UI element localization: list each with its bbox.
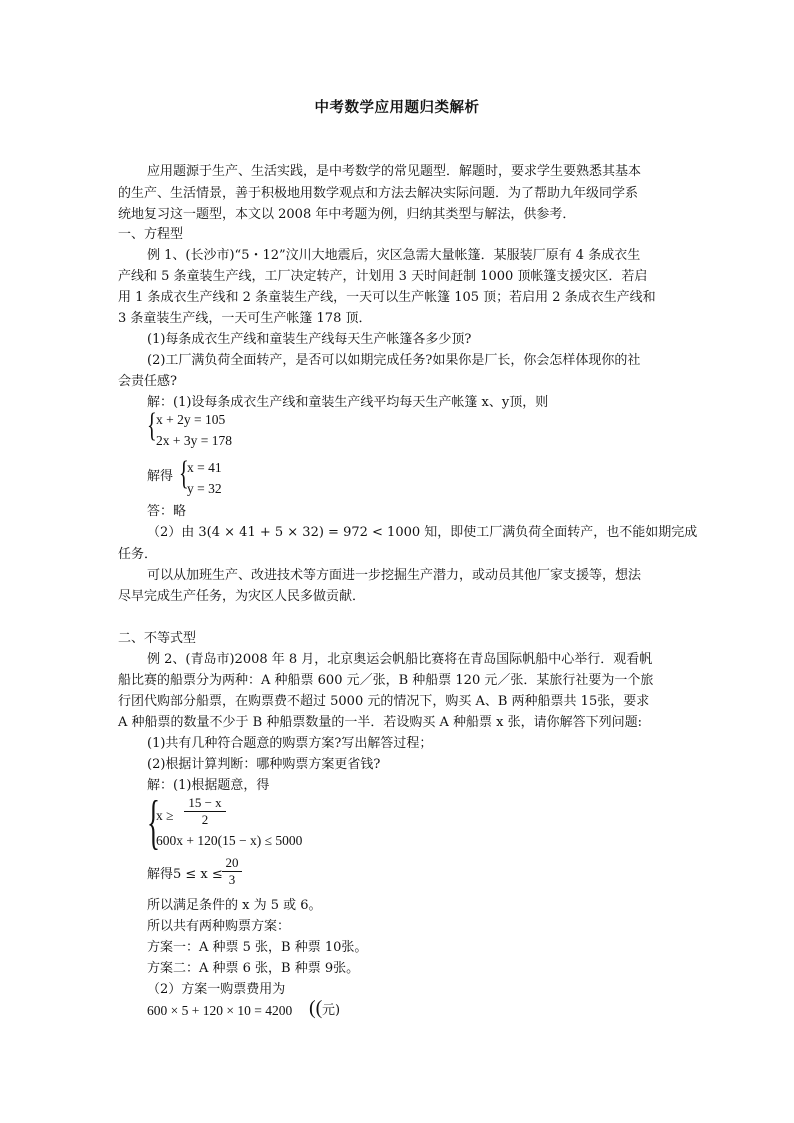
solution-y: y = 32 bbox=[187, 481, 222, 496]
fraction-numerator: 15 − x bbox=[188, 795, 222, 810]
solve-label-1: 解得 bbox=[147, 469, 174, 484]
part2-line-1: （2）由 3(4 × 41 + 5 × 32) = 972 < 1000 知，即使工厂满负荷全面转产，也不能如期完成 bbox=[147, 525, 698, 540]
example1-line-3: 用 1 条成衣生产线和 2 条童装生产线，一天可以生产帐篷 105 顶；若启用 2 条成衣生产线和 bbox=[118, 290, 656, 305]
example1-line-4: 3 条童装生产线，一天可生产帐篷 178 顶． bbox=[118, 311, 372, 326]
left-brace-2: { bbox=[179, 455, 189, 492]
left-brace-1: { bbox=[147, 407, 157, 444]
intro-line-2: 的生产、生活情景，善于积极地用数学观点和方法去解决实际问题．为了帮助九年级同学系 bbox=[118, 186, 639, 201]
fraction-denominator: 2 bbox=[184, 811, 226, 828]
conclusion-line-1: 所以满足条件的 x 为 5 或 6。 bbox=[147, 898, 322, 913]
conclusion-line-2: 所以共有两种购票方案： bbox=[147, 919, 291, 934]
intro-line-3: 统地复习这一题型，本文以 2008 年中考题为例，归纳其类型与解法，供参考． bbox=[118, 207, 576, 222]
section-heading-equation: 一、方程型 bbox=[118, 227, 184, 242]
cost-equation: 600 × 5 + 120 × 10 = 4200 bbox=[147, 1003, 293, 1018]
solution-x: x = 41 bbox=[187, 460, 222, 475]
plan-1: 方案一：A 种票 5 张，B 种票 10张。 bbox=[147, 940, 368, 955]
question-2-line-2: 会责任感? bbox=[118, 374, 177, 389]
answer-brief: 答：略 bbox=[147, 504, 187, 519]
fraction2-numerator: 20 bbox=[225, 855, 239, 870]
part2-cost-label: （2）方案一购票费用为 bbox=[147, 982, 286, 997]
question2-1: (1)共有几种符合题意的购票方案?写出解答过程； bbox=[147, 736, 433, 751]
solve-label-2: 解得5 ≤ x ≤ bbox=[147, 867, 223, 882]
open-paren: (( bbox=[309, 997, 323, 1019]
page-title: 中考数学应用题归类解析 bbox=[314, 99, 480, 116]
left-brace-3: { bbox=[147, 789, 160, 855]
plan-2: 方案二：A 种票 6 张，B 种票 9张。 bbox=[147, 961, 360, 976]
example2-line-3: 行团代购部分船票，在购票费不超过 5000 元的情况下，购买 A、B 两种船票共 15张，要求 bbox=[118, 694, 650, 709]
fraction-20-over-3 bbox=[222, 855, 242, 888]
advice-line-1: 可以从加班生产、改进技术等方面进一步挖掘生产潜力，或动员其他厂家支援等，想法 bbox=[147, 568, 642, 583]
inequality-2: 600x + 120(15 − x) ≤ 5000 bbox=[156, 833, 303, 848]
question2-2: (2)根据计算判断：哪种购票方案更省钱? bbox=[147, 757, 381, 772]
part2-line-2: 任务． bbox=[118, 547, 158, 562]
advice-line-2: 尽早完成生产任务，为灾区人民多做贡献． bbox=[118, 589, 366, 604]
question-1: (1)每条成衣生产线和童装生产线每天生产帐篷各多少顶? bbox=[147, 332, 472, 347]
example1-line-1: 例 1、(长沙市)“5・12”汶川大地震后，灾区急需大量帐篷．某服装厂原有 4 条成衣生 bbox=[147, 248, 641, 263]
section-heading-inequality: 二、不等式型 bbox=[118, 631, 197, 646]
example2-line-1: 例 2、(青岛市)2008 年 8 月，北京奥运会帆船比赛将在青岛国际帆船中心举行．观看帆 bbox=[147, 652, 653, 667]
example2-line-2: 船比赛的船票分为两种：A 种船票 600 元／张，B 种船票 120 元／张．某旅行社要为一个旅 bbox=[118, 673, 654, 688]
fraction2-denominator: 3 bbox=[222, 871, 242, 888]
question-2-line-1: (2)工厂满负荷全面转产，是否可以如期完成任务?如果你是厂长，你会怎样体现你的社 bbox=[147, 353, 641, 368]
fraction-15-minus-x-over-2 bbox=[184, 795, 226, 828]
equation-1: x + 2y = 105 bbox=[156, 412, 226, 427]
intro-line-1: 应用题源于生产、生活实践，是中考数学的常见题型．解题时，要求学生要熟悉其基本 bbox=[147, 164, 642, 179]
equation-2: 2x + 3y = 178 bbox=[156, 433, 232, 448]
inequality-1-lhs: x ≥ bbox=[156, 808, 174, 823]
example2-line-4: A 种船票的数量不少于 B 种船票数量的一半．若设购买 A 种船票 x 张，请你解答下列问题: bbox=[118, 715, 642, 730]
example1-line-2: 产线和 5 条童装生产线，工厂决定转产，计划用 3 天时间赶制 1000 顶帐篷支援灾区．若启 bbox=[118, 269, 648, 284]
solution2-intro: 解：(1)根据题意，得 bbox=[147, 778, 270, 793]
solution-intro: 解：(1)设每条成衣生产线和童装生产线平均每天生产帐篷 x、y顶，则 bbox=[147, 395, 549, 410]
unit-yuan: 元) bbox=[322, 1003, 341, 1018]
